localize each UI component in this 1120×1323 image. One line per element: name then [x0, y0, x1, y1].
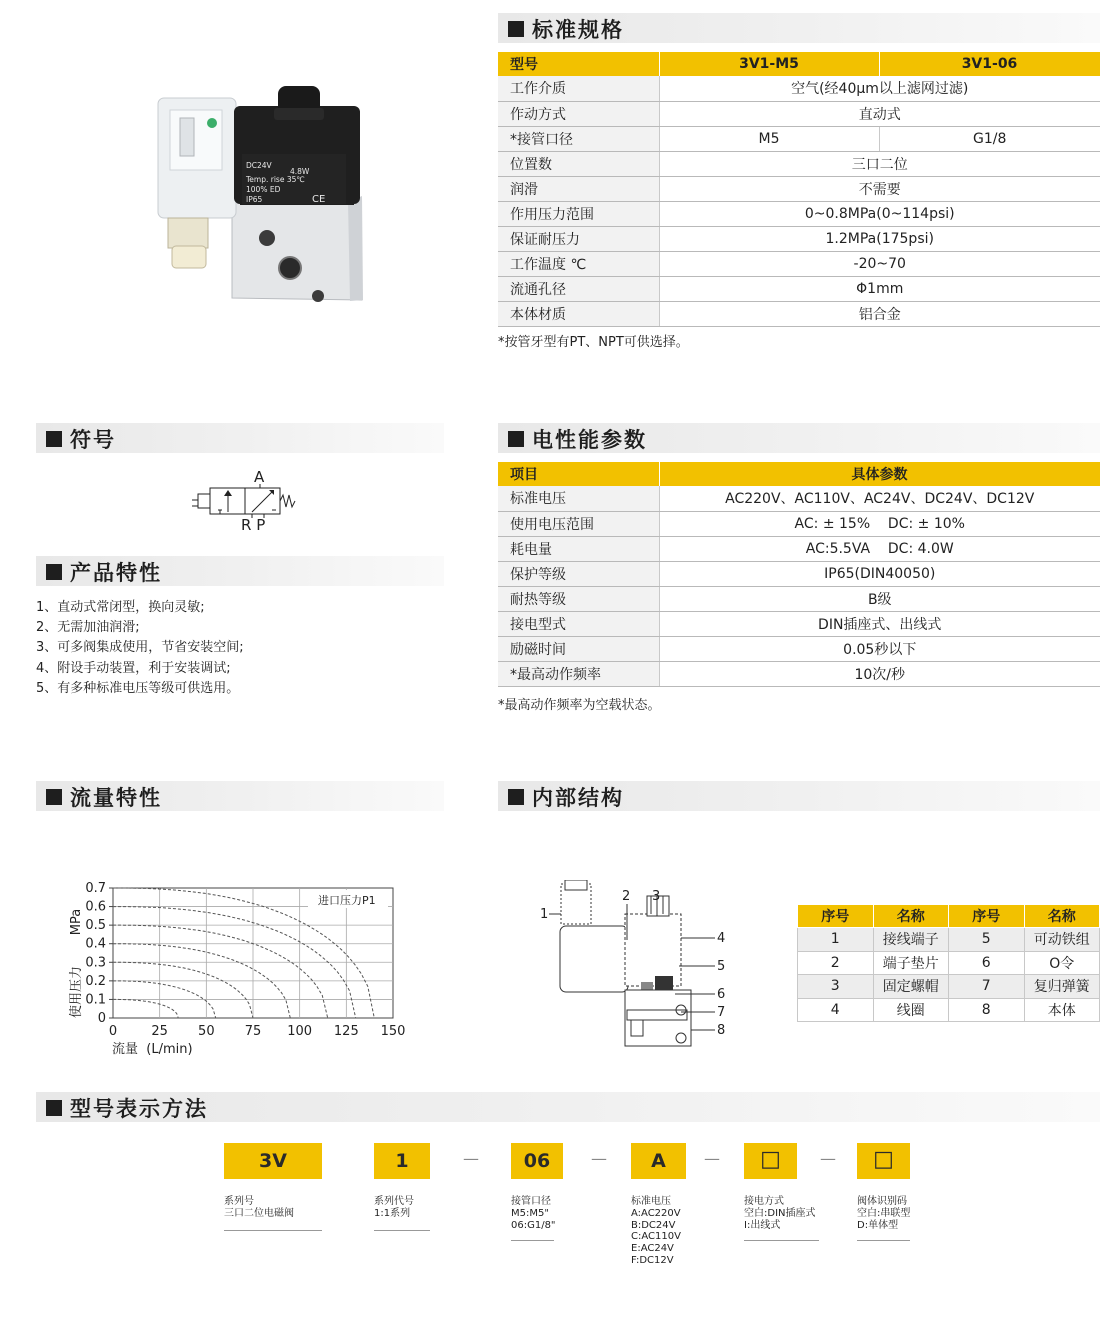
callout-1: 1 — [540, 907, 549, 922]
section-title: 产品特性 — [70, 561, 162, 585]
chart-x-label: 流量 (L/min) — [112, 1042, 193, 1057]
spec-label: 作用压力范围 — [498, 201, 659, 226]
electrical-label: *最高动作频率 — [498, 661, 659, 686]
electrical-value: AC:5.5VA DC: 4.0W — [659, 536, 1100, 561]
section-title: 流量特性 — [70, 786, 162, 810]
callout-4: 4 — [717, 931, 726, 946]
callout-5: 5 — [717, 959, 726, 974]
electrical-row — [498, 586, 1100, 611]
section-marker — [46, 1100, 62, 1116]
spec-value: 直动式 — [659, 101, 1100, 126]
chart-x-tick: 125 — [333, 1024, 359, 1039]
chart-y-unit: MPa — [69, 908, 84, 936]
chart-y-label: 使用压力 — [69, 965, 84, 1019]
valve-symbol — [190, 466, 300, 536]
spec-header-m5: 3V1-M5 — [659, 52, 879, 76]
spec-value: 不需要 — [659, 176, 1100, 201]
model-desc-port: 接管口径 M5:M5" 06:G1/8" — [511, 1196, 556, 1231]
feature-list — [36, 598, 244, 699]
model-separator: — — [704, 1149, 720, 1168]
model-code-series: 3V — [224, 1143, 322, 1179]
spec-label: 工作温度 ℃ — [498, 251, 659, 276]
electrical-header-item: 项目 — [498, 462, 659, 486]
section-marker — [508, 21, 524, 37]
parts-cell: 可动铁组 — [1024, 928, 1100, 952]
spec-value-m5: M5 — [659, 126, 879, 151]
chart-y-tick: 0 — [97, 1011, 106, 1026]
chart-x-tick: 75 — [244, 1024, 262, 1039]
parts-row — [798, 998, 1100, 1022]
symbol-port-rp: R P — [241, 516, 266, 534]
model-underline — [857, 1240, 910, 1241]
spec-table — [498, 52, 1101, 327]
chart-series-line — [113, 999, 178, 1018]
model-code-body-id: □ — [857, 1143, 910, 1179]
electrical-row — [498, 611, 1100, 636]
spec-value: 铝合金 — [659, 301, 1100, 326]
parts-header: 名称 — [873, 905, 949, 928]
section-marker — [46, 431, 62, 447]
spec-label: 润滑 — [498, 176, 659, 201]
parts-cell: 接线端子 — [873, 928, 949, 952]
svg-text:100% ED: 100% ED — [246, 185, 281, 194]
parts-cell: 固定螺帽 — [873, 975, 949, 999]
spec-value: Φ1mm — [659, 276, 1100, 301]
spec-header-model: 型号 — [498, 52, 659, 76]
spec-label: 本体材质 — [498, 301, 659, 326]
section-title: 型号表示方法 — [70, 1097, 208, 1121]
model-desc-series-no: 系列代号 1:1系列 — [374, 1196, 414, 1219]
section-header-symbol — [36, 423, 444, 453]
section-header-structure — [498, 781, 1100, 811]
spec-value: 空气(经40μm以上滤网过滤) — [659, 76, 1100, 101]
parts-table — [797, 904, 1100, 1022]
model-underline — [744, 1240, 819, 1241]
callout-7: 7 — [717, 1005, 726, 1020]
callout-3: 3 — [652, 889, 661, 904]
svg-text:4.8W: 4.8W — [290, 167, 310, 176]
parts-header: 序号 — [798, 905, 874, 928]
parts-cell: 复归弹簧 — [1024, 975, 1100, 999]
section-header-model — [36, 1092, 1100, 1122]
parts-cell: 6 — [949, 951, 1025, 975]
parts-cell: 5 — [949, 928, 1025, 952]
electrical-label: 励磁时间 — [498, 636, 659, 661]
electrical-row — [498, 511, 1100, 536]
electrical-note: *最高动作频率为空载状态。 — [498, 698, 661, 713]
electrical-row — [498, 561, 1100, 586]
chart-x-tick: 150 — [380, 1024, 406, 1039]
chart-x-tick: 0 — [108, 1024, 118, 1039]
spec-value: 1.2MPa(175psi) — [659, 226, 1100, 251]
electrical-label: 接电型式 — [498, 611, 659, 636]
model-code-voltage: A — [631, 1143, 686, 1179]
model-code-connection: □ — [744, 1143, 797, 1179]
electrical-value: AC: ± 15% DC: ± 10% — [659, 511, 1100, 536]
parts-cell: 4 — [798, 998, 874, 1022]
model-underline — [224, 1230, 322, 1231]
electrical-value: AC220V、AC110V、AC24V、DC24V、DC12V — [659, 486, 1100, 511]
parts-header: 序号 — [949, 905, 1025, 928]
electrical-row — [498, 661, 1100, 686]
spec-row — [498, 176, 1100, 201]
spec-header-06: 3V1-06 — [879, 52, 1100, 76]
callout-6: 6 — [717, 987, 726, 1002]
model-desc-connection: 接电方式 空白:DIN插座式 I:出线式 — [744, 1196, 816, 1231]
spec-value: 三口二位 — [659, 151, 1100, 176]
feature-item: 3、可多阀集成使用，节省安装空间; — [36, 640, 244, 656]
electrical-row — [498, 536, 1100, 561]
svg-text:CE: CE — [312, 194, 326, 205]
section-header-features — [36, 556, 444, 586]
chart-y-tick: 0.3 — [85, 955, 106, 971]
section-title: 标准规格 — [532, 18, 624, 42]
parts-cell: 3 — [798, 975, 874, 999]
parts-cell: 线圈 — [873, 998, 949, 1022]
parts-header-row — [798, 905, 1100, 928]
model-desc-voltage: 标准电压 A:AC220V B:DC24V C:AC110V E:AC24V F:DC12V — [631, 1196, 681, 1266]
electrical-header-row — [498, 462, 1100, 486]
chart-y-tick: 0.6 — [85, 899, 106, 915]
feature-item: 1、直动式常闭型，换向灵敏; — [36, 600, 205, 615]
chart-y-tick: 0.2 — [85, 973, 106, 989]
spec-value: 0~0.8MPa(0~114psi) — [659, 201, 1100, 226]
parts-cell: O令 — [1024, 951, 1100, 975]
electrical-value: DIN插座式、出线式 — [659, 611, 1100, 636]
model-separator: — — [463, 1149, 479, 1168]
parts-header: 名称 — [1024, 905, 1100, 928]
feature-item: 4、附设手动装置，利于安装调试; — [36, 660, 231, 676]
spec-row — [498, 226, 1100, 251]
electrical-label: 标准电压 — [498, 486, 659, 511]
chart-x-tick: 100 — [287, 1024, 313, 1039]
parts-cell: 本体 — [1024, 998, 1100, 1022]
electrical-value: B级 — [659, 586, 1100, 611]
chart-x-tick: 25 — [151, 1024, 168, 1039]
spec-label: 位置数 — [498, 151, 659, 176]
flow-chart — [60, 870, 420, 1065]
section-header-spec — [498, 13, 1100, 43]
electrical-value: IP65(DIN40050) — [659, 561, 1100, 586]
spec-header-row — [498, 52, 1100, 76]
spec-row — [498, 126, 1100, 151]
parts-cell: 8 — [949, 998, 1025, 1022]
spec-row — [498, 76, 1100, 101]
spec-row — [498, 251, 1100, 276]
parts-row — [798, 975, 1100, 999]
spec-row — [498, 101, 1100, 126]
feature-item: 5、有多种标准电压等级可供选用。 — [36, 680, 240, 696]
electrical-label: 耐热等级 — [498, 586, 659, 611]
callout-2: 2 — [622, 889, 631, 904]
section-marker — [508, 789, 524, 805]
electrical-label: 保护等级 — [498, 561, 659, 586]
spec-label: 作动方式 — [498, 101, 659, 126]
electrical-label: 使用电压范围 — [498, 511, 659, 536]
svg-text:Temp. rise 35℃: Temp. rise 35℃ — [246, 175, 305, 184]
parts-cell: 1 — [798, 928, 874, 952]
svg-text:DC24V: DC24V — [246, 161, 272, 170]
section-title: 符号 — [70, 428, 116, 452]
chart-series-line — [113, 962, 253, 1018]
model-underline — [374, 1230, 430, 1231]
electrical-label: 耗电量 — [498, 536, 659, 561]
chart-x-tick: 50 — [198, 1024, 215, 1039]
parts-row — [798, 951, 1100, 975]
feature-item: 2、无需加油润滑; — [36, 620, 140, 636]
callout-8: 8 — [717, 1023, 726, 1038]
section-marker — [508, 431, 524, 447]
section-title: 电性能参数 — [532, 428, 647, 452]
section-header-electrical — [498, 423, 1100, 453]
electrical-row — [498, 636, 1100, 661]
chart-legend: 进口压力P1 — [318, 894, 376, 907]
section-title: 内部结构 — [532, 786, 624, 810]
product-photo — [150, 78, 375, 308]
model-desc-body-id: 阀体识别码 空白:串联型 D:单体型 — [857, 1196, 911, 1231]
model-separator: — — [820, 1149, 836, 1168]
parts-cell: 2 — [798, 951, 874, 975]
model-underline — [511, 1240, 554, 1241]
model-code-series-no: 1 — [374, 1143, 430, 1179]
electrical-value: 0.05秒以下 — [659, 636, 1100, 661]
electrical-header-param: 具体参数 — [659, 462, 1100, 486]
chart-y-tick: 0.5 — [85, 918, 106, 934]
svg-text:IP65: IP65 — [246, 195, 263, 204]
structure-diagram — [535, 880, 735, 1050]
spec-row — [498, 301, 1100, 326]
spec-label: 工作介质 — [498, 76, 659, 101]
spec-row — [498, 201, 1100, 226]
spec-row — [498, 151, 1100, 176]
electrical-table — [498, 462, 1101, 687]
coil-label — [242, 154, 346, 205]
spec-note: *按管牙型有PT、NPT可供选择。 — [498, 335, 689, 350]
parts-row — [798, 928, 1100, 952]
spec-row — [498, 276, 1100, 301]
parts-cell: 端子垫片 — [873, 951, 949, 975]
chart-y-tick: 0.1 — [85, 992, 106, 1008]
symbol-port-a: A — [254, 468, 265, 486]
spec-label: 流通孔径 — [498, 276, 659, 301]
spec-value: -20~70 — [659, 251, 1100, 276]
electrical-row — [498, 486, 1100, 511]
model-code-port: 06 — [511, 1143, 563, 1179]
electrical-value: 10次/秒 — [659, 661, 1100, 686]
chart-y-tick: 0.7 — [85, 881, 106, 896]
spec-label: *接管口径 — [498, 126, 659, 151]
model-separator: — — [591, 1149, 607, 1168]
section-marker — [46, 564, 62, 580]
section-marker — [46, 789, 62, 805]
spec-label: 保证耐压力 — [498, 226, 659, 251]
model-desc-series: 系列号 三口二位电磁阀 — [224, 1196, 294, 1219]
spec-value-06: G1/8 — [879, 126, 1100, 151]
parts-cell: 7 — [949, 975, 1025, 999]
section-header-flow — [36, 781, 444, 811]
chart-y-tick: 0.4 — [85, 936, 106, 952]
